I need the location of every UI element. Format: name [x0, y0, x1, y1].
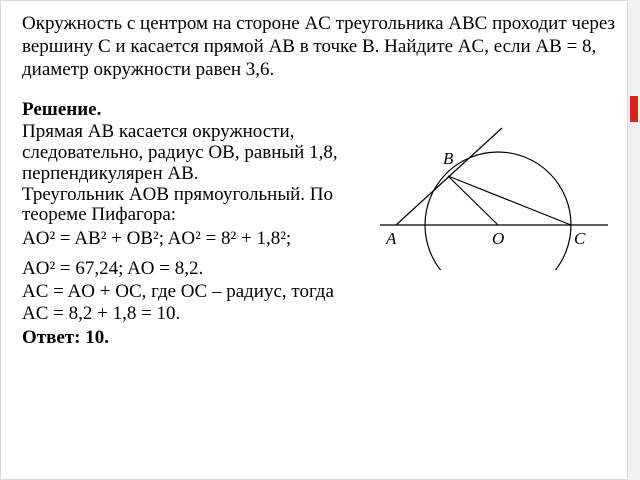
answer: Ответ: 10.: [22, 327, 109, 348]
slide-scrollbar[interactable]: [628, 0, 640, 480]
label-o: O: [492, 229, 505, 248]
solution-line-2: следовательно, радиус OB, равный 1,8,: [22, 142, 338, 163]
solution-line-3: перпендикулярен AB.: [22, 163, 199, 184]
solution-line-1: Прямая AB касается окружности,: [22, 121, 295, 142]
problem-line-3: диаметр окружности равен 3,6.: [22, 59, 275, 80]
problem-line-2: вершину C и касается прямой AB в точке B. Найдите AC, если AB = 8,: [22, 36, 597, 57]
equation-ac-sum: AC = AO + OC, где OC – радиус, тогда: [22, 281, 334, 302]
radius-ob: [448, 176, 498, 225]
equation-ac-value: AC = 8,2 + 1,8 = 10.: [22, 303, 181, 324]
label-b: B: [443, 149, 454, 168]
geometry-diagram: [380, 120, 620, 270]
label-a: A: [386, 229, 397, 248]
solution-line-5: теореме Пифагора:: [22, 204, 177, 225]
solution-heading: Решение.: [22, 99, 102, 120]
circle: [425, 152, 571, 270]
equation-pythagoras: AO² = AB² + OB²; AO² = 8² + 1,8²;: [22, 228, 292, 249]
problem-line-1: Окружность с центром на стороне AC треугольника ABC проходит через: [22, 13, 616, 34]
label-c: C: [574, 229, 586, 248]
solution-line-4: Треугольник AOB прямоугольный. По: [22, 184, 333, 205]
equation-result: AO² = 67,24; AO = 8,2.: [22, 258, 204, 279]
segment-bc: [448, 176, 571, 225]
slide-indicator: [630, 96, 638, 122]
